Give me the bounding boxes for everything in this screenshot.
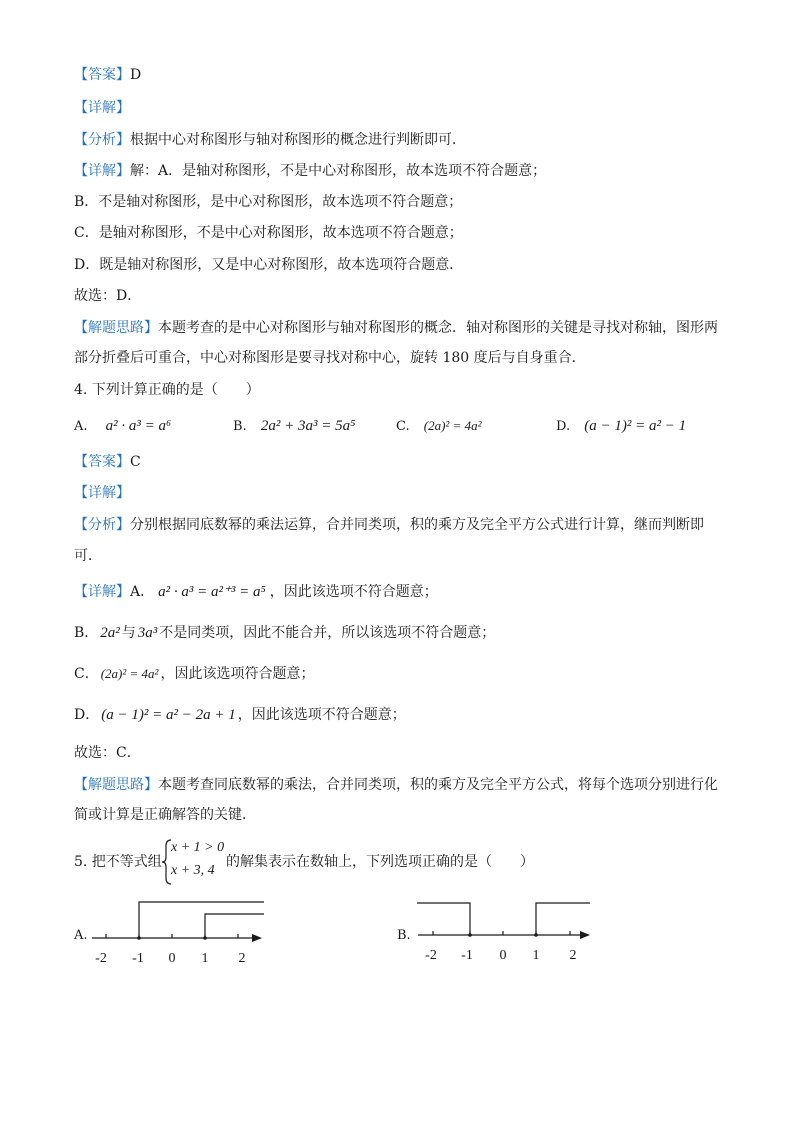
option-label: D.: [556, 419, 571, 434]
option-label: C.: [396, 419, 410, 434]
detail-text: 不是同类项，因此不能合并，所以该选项不符合题意；: [159, 625, 496, 641]
point-marker: [137, 936, 141, 940]
tick-label: -1: [132, 951, 144, 966]
figure-a-label: A.: [74, 928, 88, 943]
axis-arrow-icon: [252, 934, 262, 942]
point-marker: [534, 933, 538, 937]
tick-label: 1: [201, 951, 209, 966]
question-5-stem-prefix: 5. 把不等式组: [74, 854, 162, 870]
choice-line-q4: 故选：C．: [74, 745, 141, 761]
detail-expression: (a − 1)² = a² − 2a + 1: [101, 707, 236, 723]
detail-prefix: B．: [74, 625, 99, 641]
detail-line-q3-b: B．不是轴对称图形，是中心对称图形，故本选项不符合题意；: [74, 194, 463, 210]
detail-line-q4-d: [74, 706, 406, 724]
detail-line-q4-b: [74, 624, 495, 642]
detail-tag: 【详解】: [74, 100, 130, 116]
tick-label: 0: [168, 951, 176, 966]
analysis-tag: 【分析】: [74, 517, 130, 533]
detail-expression: 2a²: [100, 625, 120, 641]
detail-prefix: D．: [74, 707, 100, 723]
answer-tag: 【答案】: [74, 67, 130, 83]
idea-tag: 【解题思路】: [74, 777, 158, 793]
answer-line-q4: [74, 453, 141, 471]
detail-text: 解：A．是轴对称图形，不是中心对称图形，故本选项不符合题意；: [130, 163, 547, 179]
idea-text: 本题考查同底数幂的乘法，合并同类项，积的乘方及完全平方公式，将每个选项分别进行化: [158, 777, 718, 793]
tick-label: 2: [569, 948, 577, 963]
solution-bracket-from-1: [536, 903, 590, 935]
idea-line-q3-1: [74, 319, 718, 337]
q4-option-d: [556, 417, 686, 436]
detail-line-q4-c: [74, 665, 314, 683]
detail-heading: [74, 99, 130, 117]
figure-b-label: B.: [397, 928, 411, 943]
option-label: A.: [74, 419, 88, 434]
detail-prefix: A．: [130, 584, 155, 600]
analysis-line-q3: [74, 131, 466, 149]
detail-expression: 3a³: [137, 625, 158, 641]
detail-line-q3-d: D．既是轴对称图形，又是中心对称图形，故本选项符合题意．: [74, 257, 464, 273]
analysis-text: 根据中心对称图形与轴对称图形的概念进行判断即可．: [130, 132, 466, 148]
option-expression: (a − 1)² = a² − 1: [584, 418, 687, 434]
detail-line-q3-a: [74, 162, 546, 180]
detail-connector: 与: [121, 625, 136, 641]
detail-heading: [74, 484, 130, 502]
solution-bracket-to-minus-1: [417, 903, 470, 935]
idea-line-q3-2: 部分折叠后可重合，中心对称图形是要寻找对称中心，旋转 180 度后与自身重合．: [74, 350, 586, 366]
detail-expression: a² · a³ = a²⁺³ = a⁵: [158, 584, 266, 600]
tick-label: 2: [238, 951, 246, 966]
tick-label: 0: [499, 948, 507, 963]
detail-line-q4-a: [74, 583, 438, 601]
idea-line-q4-2: 简或计算是正确解答的关键．: [74, 807, 256, 823]
tick-label: -2: [425, 948, 437, 963]
tick-label: 1: [532, 948, 540, 963]
detail-tag: 【详解】: [74, 163, 130, 179]
inequality-1: x + 1 > 0: [171, 840, 225, 855]
question-5-stem-suffix: 的解集表示在数轴上，下列选项正确的是（ ）: [226, 854, 534, 870]
analysis-tag: 【分析】: [74, 132, 130, 148]
detail-tag: 【详解】: [74, 485, 130, 501]
option-expression: (2a)² = 4a²: [423, 418, 482, 433]
option-expression: a² · a³ = a⁶: [105, 418, 172, 434]
axis-arrow-icon: [580, 931, 590, 939]
q4-option-c: [396, 417, 482, 436]
idea-tag: 【解题思路】: [74, 320, 158, 336]
solution-bracket-from-minus-1: [139, 902, 264, 938]
detail-line-q3-c: C．是轴对称图形，不是中心对称图形，故本选项不符合题意；: [74, 225, 463, 241]
detail-text: ，因此该选项不符合题意；: [237, 707, 406, 723]
answer-value: C: [130, 454, 141, 470]
tick-label: -1: [461, 948, 473, 963]
choice-line-q3: 故选：D．: [74, 288, 142, 304]
answer-value: D: [130, 67, 142, 83]
question-4-stem: 4. 下列计算正确的是（ ）: [74, 382, 260, 398]
idea-line-q4-1: [74, 776, 718, 794]
analysis-text: 分别根据同底数幂的乘法运算，合并同类项，积的乘方及完全平方公式进行计算，继而判断即: [130, 517, 704, 533]
inequality-system: [161, 839, 231, 885]
solution-bracket-from-1: [205, 914, 264, 938]
analysis-line-q4-1: [74, 516, 704, 534]
detail-text: ，因此该选项不符合题意；: [269, 584, 438, 600]
idea-text: 本题考查的是中心对称图形与轴对称图形的概念．轴对称图形的关键是寻找对称轴，图形两: [158, 320, 718, 336]
detail-text: ，因此该选项符合题意；: [160, 666, 315, 682]
detail-tag: 【详解】: [74, 584, 130, 600]
detail-prefix: C．: [74, 666, 99, 682]
q4-option-a: [74, 417, 171, 436]
q4-option-b: [233, 417, 355, 436]
option-label: B.: [233, 419, 247, 434]
answer-tag: 【答案】: [74, 454, 130, 470]
point-marker: [468, 933, 472, 937]
detail-expression: (2a)² = 4a²: [100, 666, 159, 681]
inequality-2: x + 3, 4: [171, 863, 215, 878]
analysis-line-q4-2: 可．: [74, 548, 102, 564]
number-line-a: [88, 894, 268, 969]
point-marker: [203, 936, 207, 940]
answer-line-q3: [74, 66, 141, 84]
number-line-b: [414, 894, 596, 969]
tick-label: -2: [95, 951, 107, 966]
option-expression: 2a² + 3a³ = 5a⁵: [260, 418, 356, 434]
